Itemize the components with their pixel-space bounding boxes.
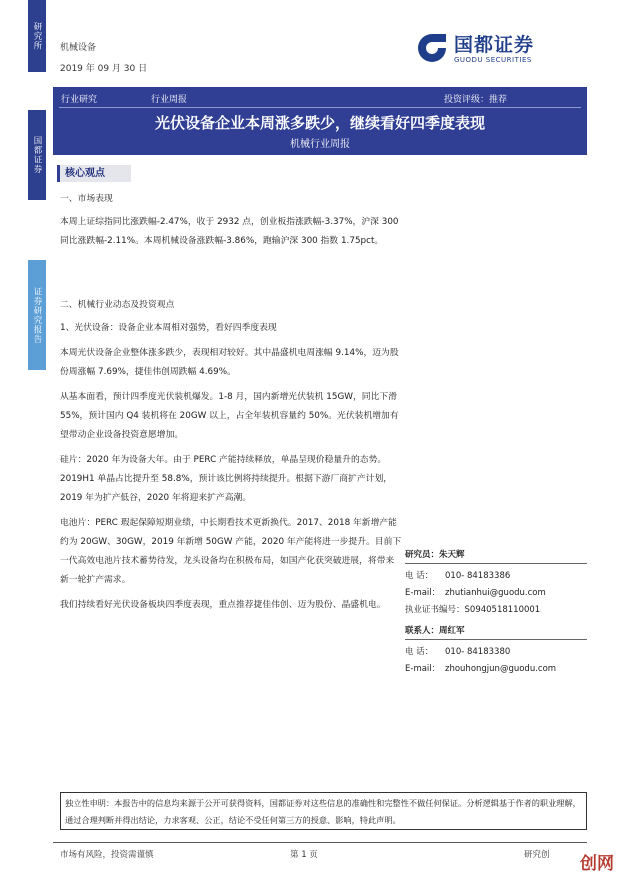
tag-industry-research: 行业研究 — [61, 95, 98, 105]
contact-phone-row — [405, 644, 587, 661]
left-sidebar — [0, 0, 48, 876]
contact-email-row — [405, 661, 587, 678]
analyst-email-row — [405, 585, 587, 602]
phone-value: 010- 84183386 — [445, 571, 511, 581]
heading-industry: 二、机械行业动态及投资观点 — [60, 300, 175, 310]
report-date: 2019 年 09 月 30 日 — [60, 64, 148, 74]
phone-key: 电 话： — [405, 571, 434, 581]
analyst-license-row — [405, 602, 587, 619]
analyst-name: 研究员：朱天辉 — [405, 548, 587, 564]
email-link[interactable]: zhutianhui@guodu.com — [445, 588, 546, 598]
logo-text-cn: 国都证券 — [454, 34, 535, 56]
paragraph-cell: 电池片：PERC 瑕起保障短期业绩，中长期看技术更新换代。2017、2018 年新增产能约为 20GW、30GW，2019 年新增 50GW 产能，2020 年产能将进一步提升。目前下一代高效电池片技术蓄势待发，龙头设备均在积极布局，如国产化获突破进展，将带来新一轮扩产需求。 — [60, 518, 402, 585]
report-meta — [60, 40, 147, 82]
footer-divider — [53, 842, 587, 843]
report-subtitle: 机械行业周报 — [290, 139, 350, 150]
sidebar-label-report-type: 证券研究报告 — [28, 260, 46, 370]
industry-label: 机械设备 — [60, 43, 97, 53]
analyst-phone-row — [405, 568, 587, 585]
tag-weekly-report: 行业周报 — [151, 95, 188, 105]
paragraph-wafer: 硅片：2020 年为设备大年。由于 PERC 产能持续释放，单晶呈现价稳量升的态势。2019H1 单晶占比提升至 58.8%，预计该比例将持续提升。根据下游厂商扩产计划，2019 年为扩产低谷，2020 年将迎来扩产高潮。 — [60, 455, 393, 503]
sidebar-label-research: 研究所 — [28, 0, 46, 72]
company-logo — [416, 30, 566, 70]
footer-risk-note: 市场有风险，投资需谨慎 — [60, 850, 154, 860]
analyst-card-1 — [405, 548, 587, 619]
phone-value: 010- 84183380 — [445, 647, 511, 657]
contact-name: 联系人：周红军 — [405, 624, 587, 640]
heading-market: 一、市场表现 — [60, 194, 113, 204]
sidebar-label-company: 国都证券 — [28, 110, 46, 200]
disclaimer-box: 独立性申明：本报告中的信息均来源于公开可获得资料，国都证券对这些信息的准确性和完整性不做任何保证。分析逻辑基于作者的职业理解，通过合理判断并得出结论，力求客观、公正，结论不受任何第三方的授意、影响，特此声明。 — [60, 792, 587, 830]
body-section-2 — [60, 296, 402, 615]
footer-right-note: 研究创 — [524, 850, 550, 860]
paragraph-pv-weekly: 本周光伏设备企业整体涨多跌少，表现相对较好。其中晶盛机电周涨幅 9.14%，迈为股份周涨幅 7.69%，捷佳伟创周跌幅 4.69%。 — [60, 348, 399, 377]
email-link[interactable]: zhouhongjun@guodu.com — [445, 664, 557, 674]
heading-pv-equipment: 1、光伏设备：设备企业本周相对强势，看好四季度表现 — [60, 323, 277, 333]
paragraph-market: 本周上证综指同比涨跌幅-2.47%，收于 2932 点，创业板指涨跌幅-3.37%，沪深 300 同比涨跌幅-2.11%。本周机械设备涨跌幅-3.86%，跑输沪深 300 指数 1.75pct。 — [60, 217, 399, 246]
title-banner — [53, 87, 587, 155]
core-view-tag: 核心观点 — [57, 165, 131, 182]
email-key: E-mail： — [405, 664, 441, 674]
email-key: E-mail： — [405, 588, 441, 598]
page-number: 第 1 页 — [290, 850, 318, 860]
license-value: S0940518110001 — [464, 605, 541, 615]
corner-watermark: 创网 — [580, 854, 614, 874]
paragraph-fundamentals: 从基本面看，预计四季度光伏装机爆发。1-8 月，国内新增光伏装机 15GW，同比下滑 55%，预计国内 Q4 装机将在 20GW 以上，占全年装机容量约 50%。光伏装机增加有望带动企业设备投资意愿增加。 — [60, 392, 399, 440]
investment-rating: 投资评级：推荐 — [443, 95, 507, 105]
body-section-1 — [60, 190, 402, 251]
banner-divider — [59, 107, 581, 108]
license-key: 执业证书编号： — [405, 605, 465, 615]
logo-mark-icon — [416, 32, 448, 64]
analyst-card-2 — [405, 624, 587, 678]
phone-key: 电 话： — [405, 647, 434, 657]
report-title: 光伏设备企业本周涨多跌少，继续看好四季度表现 — [154, 114, 485, 132]
paragraph-recommendation: 我们持续看好光伏设备板块四季度表现，重点推荐捷佳伟创、迈为股份、晶盛机电。 — [60, 600, 386, 610]
logo-text-en: GUODU SECURITIES — [454, 56, 532, 64]
